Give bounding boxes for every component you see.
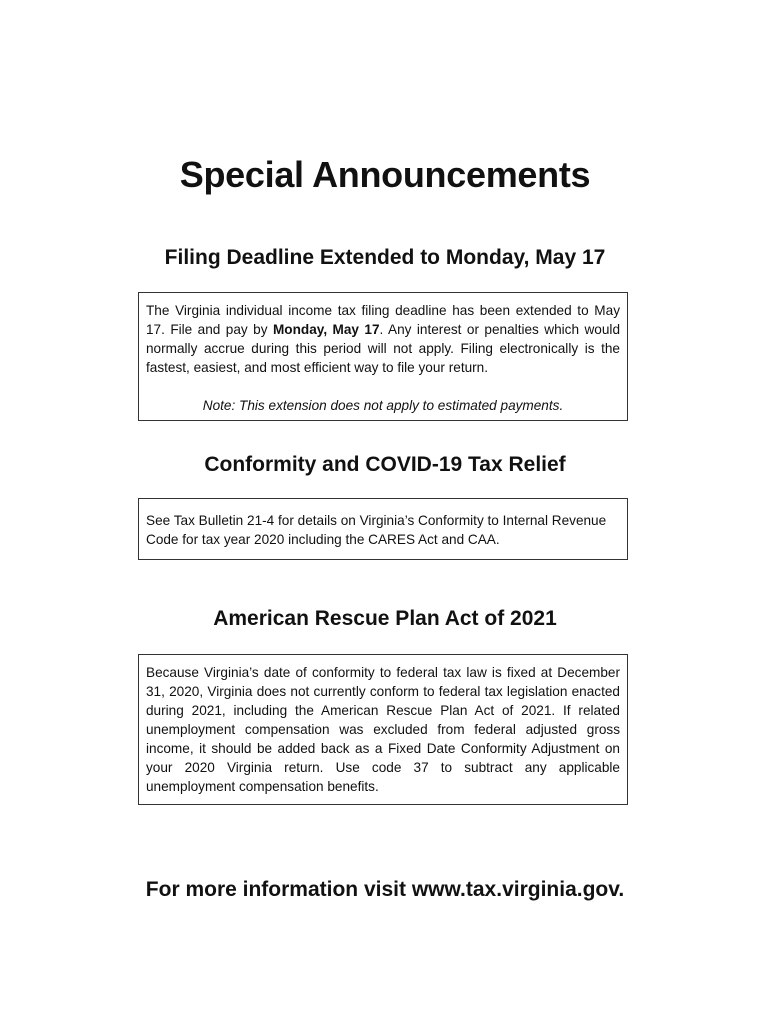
section-heading-conformity: Conformity and COVID-19 Tax Relief [204,453,566,476]
filing-deadline-text [146,301,620,377]
conformity-box [138,498,628,560]
conformity-text: See Tax Bulletin 21-4 for details on Virginia’s Conformity to Internal Revenue Code for tax year 2020 including the CARES Act and CAA. [146,513,607,547]
filing-deadline-text-part2: . Any interest or penalties which would normally accrue during this period will not apply. Filing electronically is the fastest, easiest, and most efficient way to file your return. [146,322,620,375]
section-heading-filing-deadline: Filing Deadline Extended to Monday, May 17 [164,246,606,269]
american-rescue-plan-box [138,654,628,805]
filing-deadline-box [138,292,628,421]
filing-deadline-text-part1: The Virginia individual income tax filing deadline has been extended to May 17. File and pay by [146,303,620,337]
filing-deadline-date-bold: Monday, May 17 [272,322,380,337]
page-title: Special Announcements [179,154,591,195]
footer-more-info: For more information visit www.tax.virginia.gov. [145,878,625,901]
section-heading-american-rescue-plan: American Rescue Plan Act of 2021 [213,607,557,630]
american-rescue-plan-text: Because Virginia’s date of conformity to federal tax law is fixed at December 31, 2020, Virginia does not currently conform to federal tax legislation enacted during 2021, including the American Rescue Plan Act of 2021. If related unemployment compensation was excluded from federal adjusted gross income, it should be added back as a Fixed Date Conformity Adjustment on your 2020 Virginia return. Use code 37 to subtract any applicable unemployment compensation benefits. [146,665,620,794]
estimated-payments-note: Note: This extension does not apply to estimated payments. [202,398,564,413]
